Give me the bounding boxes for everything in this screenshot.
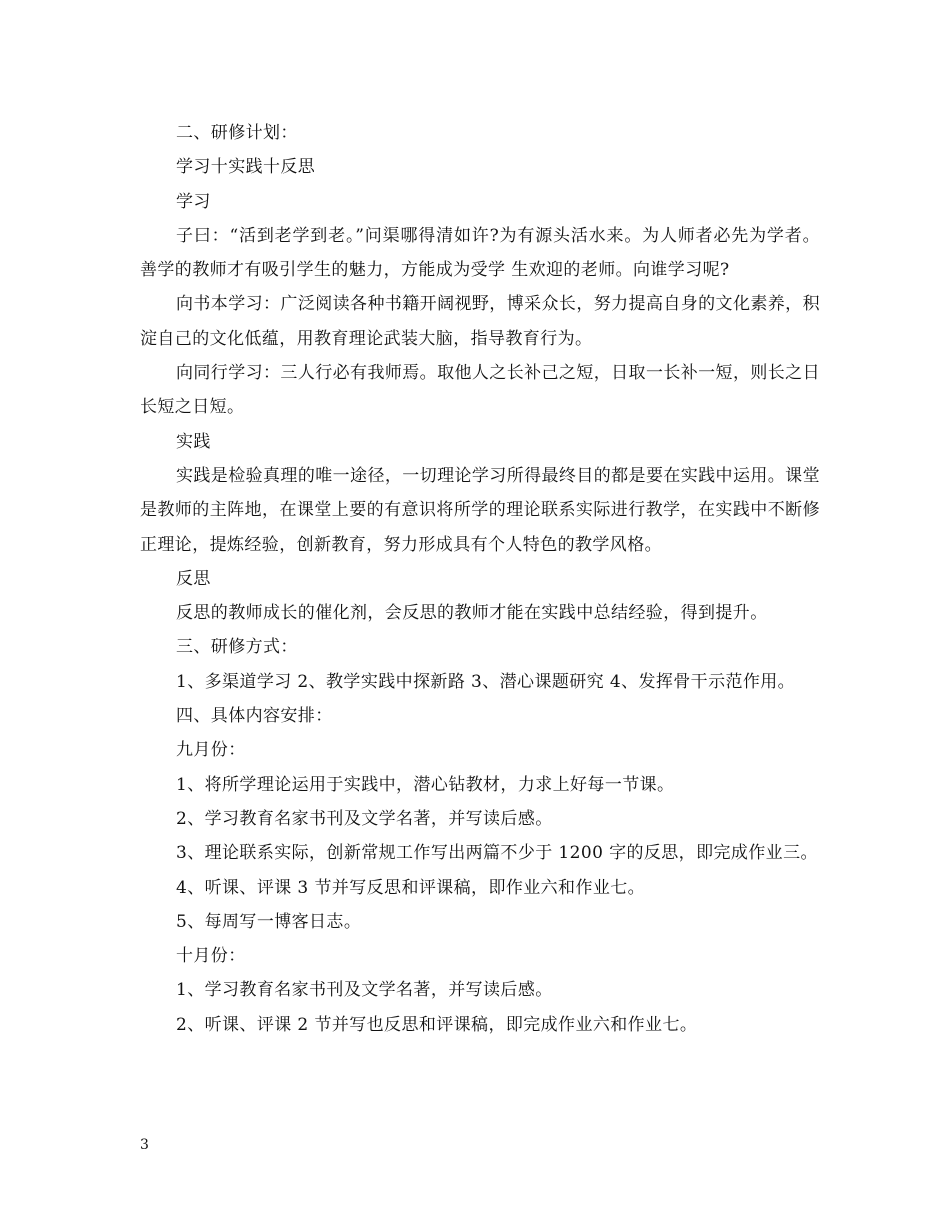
list-item: 3、理论联系实际，创新常规工作写出两篇不少于 1200 字的反思，即完成作业三。 xyxy=(176,843,818,864)
paragraph-study-intro: 子曰：“活到老学到老。”问渠哪得清如许?为有源头活水来。为人师者必先为学者。善学的教师才有吸引学生的魅力，方能成为受学 生欢迎的老师。向谁学习呢? xyxy=(140,225,820,281)
list-item: 1、学习教育名家书刊及文学名著，并写读后感。 xyxy=(176,980,553,1001)
paragraph-methods: 1、多渠道学习 2、教学实践中探新路 3、潜心课题研究 4、发挥骨干示范作用。 xyxy=(176,671,796,692)
section-heading-methods: 三、研修方式： xyxy=(176,637,298,658)
subheading-reflection: 反思 xyxy=(176,568,211,589)
paragraph-reflection: 反思的教师成长的催化剂，会反思的教师才能在实践中总结经验，得到提升。 xyxy=(176,603,768,624)
list-item: 5、每周写一博客日志。 xyxy=(176,911,362,932)
document-body xyxy=(140,116,820,1042)
paragraph-learn-from-peers: 向同行学习：三人行必有我师焉。取他人之长补己之短，日取一长补一短，则长之日长短之日短。 xyxy=(140,363,820,418)
list-item: 2、学习教育名家书刊及文学名著，并写读后感。 xyxy=(176,808,553,829)
section-heading-plan: 二、研修计划： xyxy=(176,123,298,143)
month-heading-september: 九月份： xyxy=(176,740,246,761)
paragraph-practice: 实践是检验真理的唯一途径，一切理论学习所得最终目的都是要在实践中运用。课堂是教师的主阵地，在课堂上要的有意识将所学的理论联系实际进行教学，在实践中不断修正理论，提炼经验，创新教育，努力形成具有个人特色的教学风格。 xyxy=(140,465,820,555)
month-heading-october: 十月份： xyxy=(176,946,246,967)
plan-formula: 学习十实践十反思 xyxy=(176,157,316,178)
subheading-practice: 实践 xyxy=(176,431,211,452)
section-heading-schedule: 四、具体内容安排： xyxy=(176,706,333,727)
page-number: 3 xyxy=(140,1137,149,1153)
subheading-study: 学习 xyxy=(176,191,211,212)
paragraph-learn-from-books: 向书本学习：广泛阅读各种书籍开阔视野，博采众长，努力提高自身的文化素养，积淀自己的文化低蕴，用教育理论武装大脑，指导教育行为。 xyxy=(140,294,820,349)
list-item: 2、听课、评课 2 节并写也反思和评课稿，即完成作业六和作业七。 xyxy=(176,1014,698,1035)
list-item: 4、听课、评课 3 节并写反思和评课稿，即作业六和作业七。 xyxy=(176,877,646,898)
list-item: 1、将所学理论运用于实践中，潜心钻教材，力求上好每一节课。 xyxy=(176,774,675,795)
